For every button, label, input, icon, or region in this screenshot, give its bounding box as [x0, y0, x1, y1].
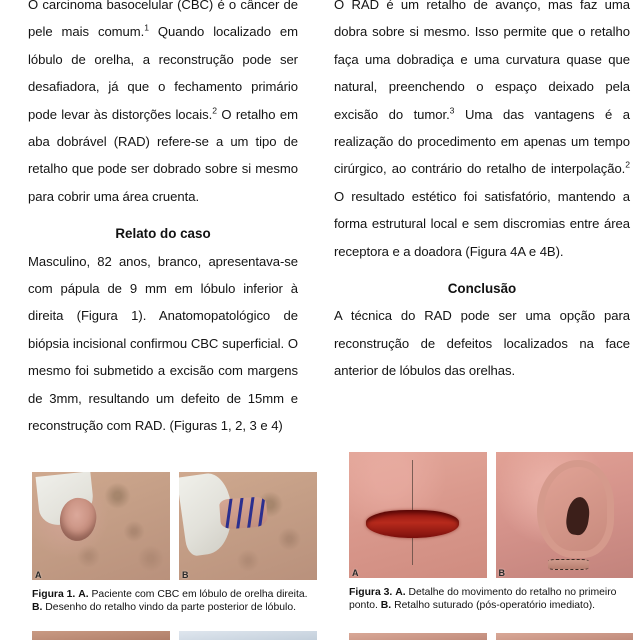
figure-1-photo-row [32, 472, 317, 580]
figure-4-photo-row-clipped [349, 633, 633, 640]
right-column [320, 0, 640, 440]
figure-1-caption [32, 588, 317, 615]
figure-4-panel-a-photo [349, 633, 487, 640]
sutured-flap [548, 559, 589, 570]
left-section-heading: Relato do caso [115, 226, 211, 242]
figure-2-panel-b-photo [179, 631, 317, 640]
figure-4-partial-row [349, 633, 633, 640]
figure-1-panel-a-photo [32, 472, 170, 580]
left-paragraph-1: O carcinoma basocelular (CBC) é o câncer de pele mais comum.$^1$ Quando localizado em lóbulo de orelha, a reconstrução pode ser desafiadora, já que o fechamento primário pode levar às distorções locais.$^2$ O retalho em aba dobrável (RAD) refere-se a um tipo de retalho que pode ser dobrado sobre si mesmo para cobrir uma área cruenta. [28, 0, 298, 204]
right-section-heading: Conclusão [447, 281, 517, 297]
figure-1-block [32, 472, 317, 615]
figure-3-block [349, 452, 633, 613]
figure-1-panel-a-caption-label: A. [78, 589, 89, 600]
right-paragraph-2: A técnica do RAD pode ser uma opção para reconstrução de defeitos localizados na face anterior de lóbulos das orelhas. [334, 308, 630, 379]
figure-3-panel-a-label: A [352, 568, 359, 578]
figure-1-panel-b-label: B [182, 570, 189, 580]
figure-1-number: Figura 1. [32, 589, 76, 600]
figure-3-caption [349, 586, 633, 613]
figure-1-panel-b-caption-text: Desenho do retalho vindo da parte posterior de lóbulo. [45, 602, 296, 614]
reference-marker-2: 2 [212, 105, 217, 116]
reference-marker-2: 2 [625, 160, 630, 171]
figure-3-panel-b-caption-text: Retalho suturado (pós-operatório imediato). [394, 600, 596, 612]
figure-3-photo-row [349, 452, 633, 578]
flap-drawing-marking [219, 496, 268, 529]
reference-marker-1: 1 [144, 23, 149, 34]
figure-1-panel-b-photo [179, 472, 317, 580]
right-paragraph-1: O RAD é um retalho de avanço, mas faz uma dobra sobre si mesmo. Isso permite que o retalho faça uma dobradiça e uma curvatura quase que natural, preenchendo o espaço deixado pela excisão do tumor.$^3$ Uma das vantagens é a realização do procedimento em apenas um tempo cirúrgico, ao contrário do retalho de interpolação.$^2$ O resultado estético foi satisfatório, mantendo a forma estrutural local e sem discromias entre área receptora e a doadora (Figura 4A e 4B). [334, 0, 630, 259]
figure-1-panel-a-label: A [35, 570, 42, 580]
figure-3-panel-a-caption-label: A. [395, 587, 406, 598]
left-column [0, 0, 320, 440]
figure-3-number: Figura 3. [349, 587, 393, 598]
figure-3-panel-a-photo [349, 452, 487, 578]
figure-3-panel-a-caption-text: Detalhe do movimento do retalho no [408, 587, 577, 598]
figure-3-panel-b-photo [496, 452, 634, 578]
figure-2-panel-a-photo [32, 631, 170, 640]
left-paragraph-2: Masculino, 82 anos, branco, apresentava-se com pápula de 9 mm em lóbulo inferior à direita (Figura 1). Anatomopatológico de biópsia incisional confirmou CBC superficial. O mesmo foi submetido a excisão com margens de 3mm, resultando um defeito de 15mm e reconstrução com RAD. (Figuras 1, 2, 3 e 4) [28, 253, 298, 434]
figure-2-partial-row [32, 631, 317, 640]
figure-3-panel-a-caption-text-cont: primeiro ponto. [349, 587, 617, 612]
figure-2-photo-row-clipped [32, 631, 317, 640]
reference-marker-3: 3 [449, 105, 455, 116]
figure-3-panel-b-caption-label: B. [380, 600, 392, 612]
figure-1-panel-b-caption-label: B. [32, 602, 43, 614]
surgical-defect [366, 510, 460, 538]
figure-3-panel-b-label: B [498, 568, 505, 578]
figure-1-panel-a-caption-text: Paciente com CBC em lóbulo de orelha direita. [91, 589, 308, 600]
figure-4-panel-b-photo [496, 633, 634, 640]
